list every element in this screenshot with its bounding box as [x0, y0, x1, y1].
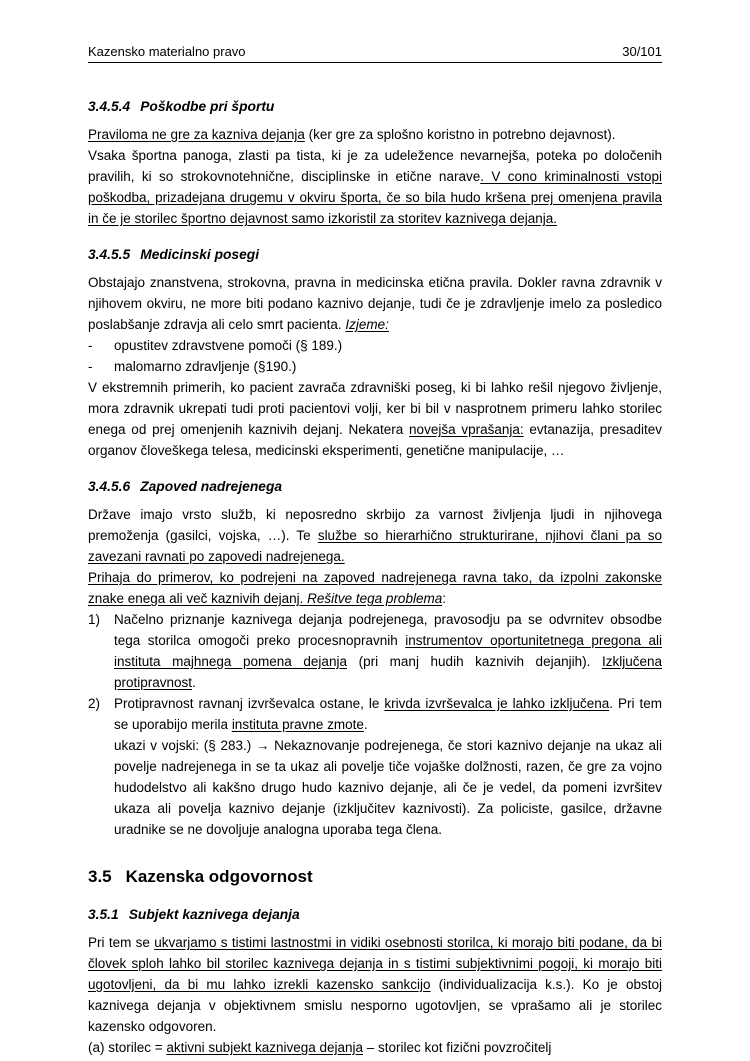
list-item	[88, 335, 662, 356]
section-heading-3455	[88, 244, 662, 265]
text-segment: – storilec kot fizični povzročitelj	[363, 1040, 552, 1055]
text-segment: Pri tem se	[88, 935, 155, 950]
section-title: Subjekt kaznivega dejanja	[128, 907, 300, 922]
list-marker: 1)	[88, 612, 101, 627]
section-title: Medicinski posegi	[140, 247, 260, 262]
list-item-text	[114, 612, 662, 690]
text-segment: :	[442, 591, 446, 606]
section-number: 3.4.5.5	[88, 247, 131, 262]
continuation-paragraph	[114, 735, 662, 840]
paragraph	[88, 567, 662, 609]
paragraph	[88, 272, 662, 335]
document-body	[88, 96, 662, 1058]
paragraph	[88, 932, 662, 1037]
text-segment: službe so hierarhično strukturirane, njihovi člani pa so zavezani ravnati po zapovedi nadrejenega.	[88, 528, 662, 564]
section-heading-351	[88, 904, 662, 925]
section-heading-3454	[88, 96, 662, 117]
text-segment: . Pri tem se uporabijo merila	[114, 696, 662, 732]
list-marker: -	[88, 359, 93, 374]
text-segment: .	[363, 717, 368, 732]
text-segment: Države imajo vrsto služb, ki neposredno skrbijo za varnost življenja ljudi in njihovega premoženja (gasilci, vojska, …). Te	[88, 507, 662, 543]
header-page-number: 30/101	[622, 44, 662, 59]
text-segment: novejša vprašanja:	[409, 422, 524, 437]
text-segment: evtanazija, presaditev organov človeškega telesa, medicinski eksperimenti, genetične manipulacije, …	[88, 422, 662, 458]
paragraph	[88, 1037, 662, 1058]
list-item-text	[114, 359, 296, 374]
text-segment: opustitev zdravstvene pomoči (§ 189.)	[114, 338, 343, 353]
header-title: Kazensko materialno pravo	[88, 44, 246, 59]
text-segment: Vsaka športna panoga, zlasti pa tista, ki je za udeležence nevarnejša, poteka po določenih pravilih, ki so strokovnotehnične, disciplinske in etične narave	[88, 148, 662, 184]
list-item-text	[114, 696, 662, 732]
page-header	[88, 44, 662, 63]
text-segment: .	[192, 675, 196, 690]
text-segment: Obstajajo znanstvena, strokovna, pravna in medicinska etična pravila. Dokler ravna zdravnik v njihovem okviru, ne more biti podano kaznivo dejanje, tudi če je zdravljenje imelo za posledico poslabšanje zdravja ali celo smrt pacienta.	[88, 275, 662, 332]
text-segment: Protipravnost ravnanj izvrševalca ostane, le	[114, 696, 385, 711]
paragraph	[88, 504, 662, 567]
section-title: Poškodbe pri športu	[140, 99, 275, 114]
paragraph	[88, 145, 662, 229]
text-segment: . V cono kriminalnosti vstopi poškodba, prizadejana drugemu v okviru športa, če so bila hudo kršena prej omenjena pravila in če je storilec športno dejavnost samo izkoristil za storitev kaznivega dejanja.	[88, 169, 662, 226]
list-item	[88, 356, 662, 377]
text-segment: (a) storilec =	[88, 1040, 167, 1055]
list-item-text	[114, 338, 342, 353]
numbered-list-item	[88, 609, 662, 693]
text-segment: Prihaja do primerov, ko podrejeni na zapoved nadrejenega ravna tako, da izpolni zakonske znake enega ali več kaznivih dejanj.	[88, 570, 662, 606]
section-number: 3.4.5.4	[88, 99, 131, 114]
text-segment: V ekstremnih primerih, ko pacient zavrača zdravniški poseg, ki bi lahko rešil njegovo življenje, mora zdravnik ukrepati tudi proti pacientovi volji, ker bi bil v nasprotnem primeru lahko storilec enega od prej omenjenih kaznivih dejanj. Nekatera	[88, 380, 662, 437]
text-segment: Izključena protipravnost	[114, 654, 662, 690]
section-number: 3.5	[88, 867, 112, 886]
section-number: 3.5.1	[88, 907, 119, 922]
list-marker: 2)	[88, 696, 101, 711]
text-segment: Rešitve tega problema	[307, 591, 443, 606]
text-segment: Načelno priznanje kaznivega dejanja podrejenega, pravosodju pa se odvrnitev obsodbe tega storilca omogoči preko procesnopravnih	[114, 612, 662, 648]
text-segment: (ker gre za splošno koristno in potrebno dejavnost).	[304, 127, 616, 142]
numbered-list-item	[88, 693, 662, 735]
text-segment: (individualizacija k.s.). Ko je obstoj kaznivega dejanja v objektivnem smislu nesporno ugotovljen, se vprašamo ali je storilec kazensko odgovoren.	[88, 977, 662, 1034]
section-heading-35	[88, 865, 662, 889]
section-title: Kazenska odgovornost	[125, 867, 313, 886]
section-heading-3456	[88, 476, 662, 497]
text-segment: krivda izvrševalca je lahko izključena	[384, 696, 610, 711]
text-segment: ukazi v vojski: (§ 283.) → Nekaznovanje podrejenega, če stori kaznivo dejanje na ukaz ali povelje nadrejenega in se ta ukaz ali povelje tiče vojaške dolžnosti, razen, če gre za vojno hudodelstvo ali kakšno drugo hudo kaznivo dejanje, ali če je vedel, da pomeni izvršitev ukaza ali povelja kaznivo dejanje (izključitev kaznivosti). Za policiste, gasilce, državne uradnike se ne dovoljuje analogna uporaba tega člena.	[114, 738, 662, 837]
list-marker: -	[88, 338, 93, 353]
section-title: Zapoved nadrejenega	[140, 479, 283, 494]
text-segment: aktivni subjekt kaznivega dejanja	[166, 1040, 364, 1055]
text-segment: ukvarjamo s tistimi lastnostmi in vidiki osebnosti storilca, ki morajo biti podane, da bi človek sploh lahko bil storilec kaznivega dejanja in s tistimi subjektivnimi pogoji, ki morajo biti ugotovljeni, da bi mu lahko izrekli kazensko sankcijo	[88, 935, 662, 992]
text-segment: Praviloma ne gre za kazniva dejanja	[88, 127, 305, 142]
text-segment: instituta pravne zmote	[231, 717, 364, 732]
text-segment: (pri manj hudih kaznivih dejanjih).	[346, 654, 602, 669]
text-segment: malomarno zdravljenje (§190.)	[114, 359, 297, 374]
text-segment: instrumentov oportunitetnega pregona ali instituta majhnega pomena dejanja	[114, 633, 662, 669]
paragraph	[88, 124, 662, 145]
text-segment: Izjeme:	[345, 317, 389, 332]
paragraph	[88, 377, 662, 461]
section-number: 3.4.5.6	[88, 479, 131, 494]
